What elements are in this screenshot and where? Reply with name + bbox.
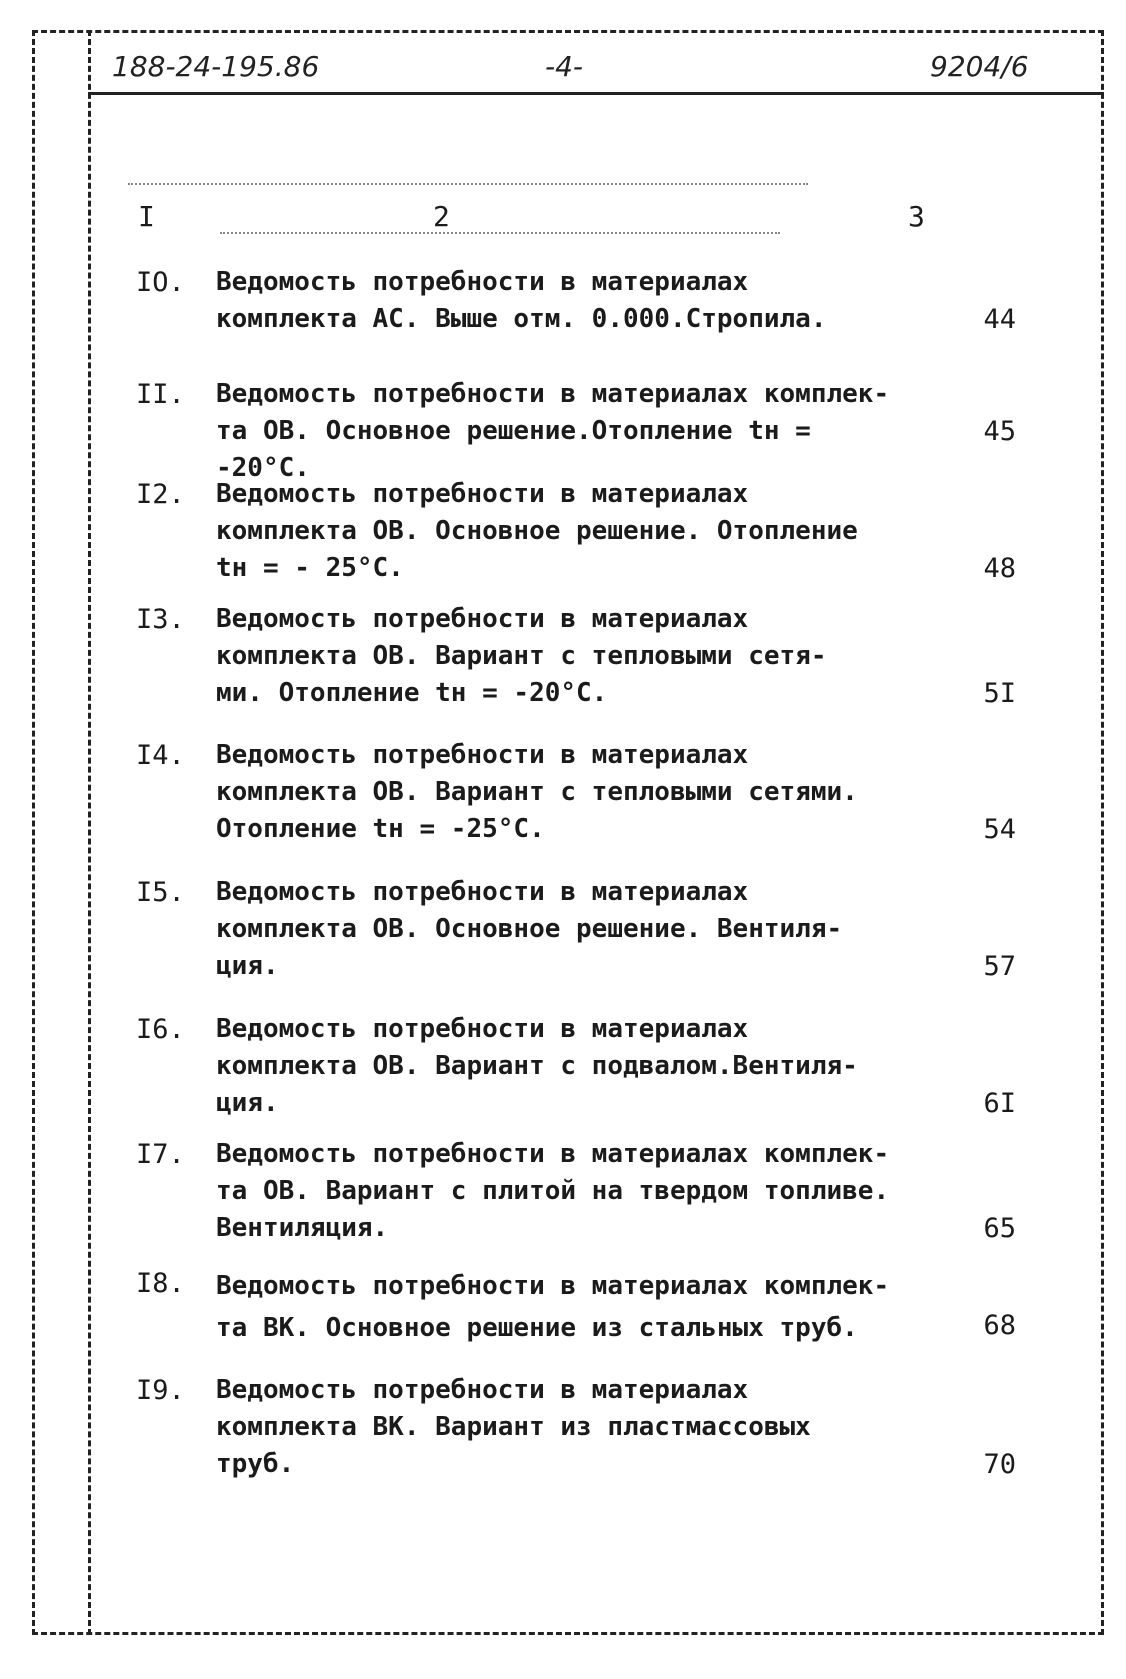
item-text: Ведомость потребности в материалах комплекта ВК. Вариант из пластмассовых труб.	[216, 1375, 811, 1479]
item-number: IO.	[136, 267, 185, 298]
item-text: Ведомость потребности в материалах комплекта ОВ. Вариант с подвалом.Вентиля- ция.	[216, 1014, 858, 1118]
table-top-rule	[128, 183, 808, 185]
item-text: Ведомость потребности в материалах комплек- та ВК. Основное решение из стальных труб.	[216, 1271, 890, 1343]
sheet-number: 9204/6	[930, 50, 1029, 83]
item-number: I6.	[136, 1014, 185, 1045]
item-number: I7.	[136, 1139, 185, 1170]
item-number: I2.	[136, 479, 185, 510]
item-page: 70	[983, 1449, 1016, 1480]
item-number: I8.	[136, 1268, 185, 1299]
item-text: Ведомость потребности в материалах комплекта АС. Выше отм. 0.000.Стропила.	[216, 267, 827, 334]
item-page: 6I	[983, 1088, 1016, 1119]
item-text: Ведомость потребности в материалах комплек- та ОВ. Основное решение.Отопление tн = -20°С.	[216, 379, 890, 483]
header-rule	[88, 92, 1104, 95]
item-page: 65	[983, 1213, 1016, 1244]
column-2-header: 2	[433, 200, 450, 233]
document-code: 188-24-195.86	[112, 50, 320, 83]
item-text: Ведомость потребности в материалах комплекта ОВ. Основное решение. Вентиля- ция.	[216, 877, 843, 981]
margin-line	[88, 30, 91, 1635]
item-page: 68	[983, 1310, 1016, 1341]
column-1-header: I	[138, 200, 155, 233]
item-number: I9.	[136, 1375, 185, 1406]
item-text: Ведомость потребности в материалах комплекта ОВ. Вариант с тепловыми сетями. Отопление tн = -25°С.	[216, 740, 858, 844]
item-page: 57	[983, 951, 1016, 982]
item-number: I5.	[136, 877, 185, 908]
item-page: 5I	[983, 678, 1016, 709]
item-page: 45	[983, 416, 1016, 447]
item-number: I3.	[136, 604, 185, 635]
item-number: I4.	[136, 740, 185, 771]
item-number: II.	[136, 379, 185, 410]
column-3-header: 3	[908, 200, 925, 233]
item-page: 48	[983, 553, 1016, 584]
item-text: Ведомость потребности в материалах комплек- та ОВ. Вариант с плитой на твердом топливе. Вентиляция.	[216, 1139, 890, 1243]
item-page: 44	[983, 304, 1016, 335]
column-header-rule	[220, 232, 780, 234]
item-text: Ведомость потребности в материалах комплекта ОВ. Основное решение. Отопление tн = - 25°С.	[216, 479, 858, 583]
item-text: Ведомость потребности в материалах комплекта ОВ. Вариант с тепловыми сетя- ми. Отопление tн = -20°С.	[216, 604, 827, 708]
item-page: 54	[983, 814, 1016, 845]
page-number: -4-	[545, 50, 584, 83]
